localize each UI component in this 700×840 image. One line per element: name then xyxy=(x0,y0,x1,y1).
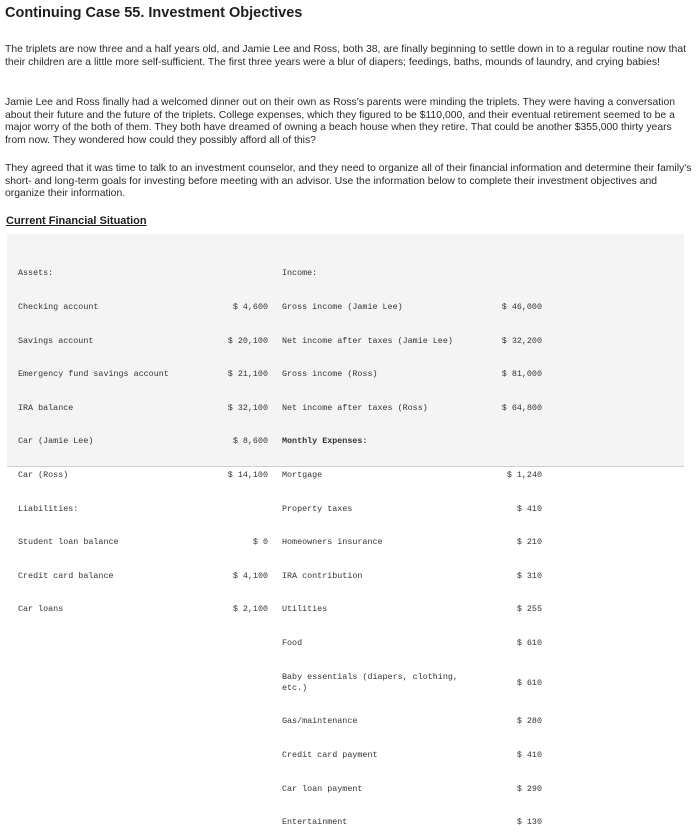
bottom-divider xyxy=(7,466,684,467)
liability-label: Car loans xyxy=(18,604,64,615)
spacer xyxy=(210,268,268,279)
expense-label: Food xyxy=(282,637,303,648)
expense-value: $ 310 xyxy=(516,570,542,581)
income-heading: Income: xyxy=(282,268,318,279)
asset-value: $ 20,100 xyxy=(227,335,268,346)
income-value: $ 46,000 xyxy=(501,302,542,312)
paragraph-goals: Jamie Lee and Ross finally had a welcomed dinner out on their own as Ross's parents were minding the triplets. They were having a conversation about their future and the future of the triplets. College expenses, which they figured to be $110,000, and their eventual retirement seemed to be a major worry of the both of them. They both have dreamed of owning a beach house when they retire. That could be another $355,000 thirty years from now. They wondered how could they possibly afford all of this? xyxy=(5,97,676,146)
liability-label: Credit card balance xyxy=(18,570,114,581)
expense-value: $ 610 xyxy=(516,677,542,688)
liability-value: $ 0 xyxy=(252,537,268,548)
income-expenses-values xyxy=(480,246,542,840)
expense-value: $ 255 xyxy=(516,604,542,615)
expense-value: $ 290 xyxy=(516,783,542,794)
liability-value: $ 2,100 xyxy=(232,604,268,615)
expense-label: Mortgage xyxy=(282,469,323,480)
expense-label: Car loan payment xyxy=(282,783,363,794)
income-expenses-labels xyxy=(282,246,458,840)
income-label: Net income after taxes (Jamie Lee) xyxy=(282,335,453,346)
asset-label: Savings account xyxy=(18,335,94,346)
asset-label: Checking account xyxy=(18,302,99,312)
liabilities-heading: Liabilities: xyxy=(18,503,79,514)
asset-value: $ 14,100 xyxy=(227,469,268,480)
asset-label: Car (Ross) xyxy=(18,469,69,480)
asset-value: $ 8,600 xyxy=(232,436,268,447)
expense-label: Gas/maintenance xyxy=(282,716,358,727)
expense-value: $ 410 xyxy=(516,503,542,514)
expenses-heading: Monthly Expenses: xyxy=(282,436,368,447)
assets-liabilities-labels xyxy=(18,246,169,627)
asset-value: $ 21,100 xyxy=(227,369,268,380)
paragraph-instructions: They agreed that it was time to talk to an investment counselor, and they need to organize all of their financial information and determine their family's short- and long-term goals for investing before meeting with an advisor. Use the information below to complete their investment objectives and organize their information. xyxy=(5,163,692,200)
asset-label: Emergency fund savings account xyxy=(18,369,169,380)
expense-label: Utilities xyxy=(282,604,328,615)
income-value: $ 81,000 xyxy=(501,369,542,380)
income-value: $ 64,800 xyxy=(501,402,542,413)
spacer xyxy=(480,436,542,447)
expense-label: Homeowners insurance xyxy=(282,537,383,548)
expense-value: $ 280 xyxy=(516,716,542,727)
expense-value: $ 210 xyxy=(516,537,542,548)
asset-value: $ 32,100 xyxy=(227,402,268,413)
expense-value: $ 130 xyxy=(516,817,542,828)
income-label: Gross income (Ross) xyxy=(282,369,378,380)
expense-value: $ 610 xyxy=(516,637,542,648)
expense-value: $ 1,240 xyxy=(506,469,542,480)
expense-label: Property taxes xyxy=(282,503,353,514)
spacer xyxy=(480,268,542,279)
income-label: Net income after taxes (Ross) xyxy=(282,402,428,413)
spacer xyxy=(210,504,268,515)
section-heading: Current Financial Situation xyxy=(6,215,147,227)
asset-label: IRA balance xyxy=(18,402,74,413)
liability-label: Student loan balance xyxy=(18,537,119,548)
income-value: $ 32,200 xyxy=(501,335,542,346)
expense-label: Baby essentials (diapers, clothing, etc.) xyxy=(282,671,458,693)
expense-label: Entertainment xyxy=(282,817,348,828)
income-label: Gross income (Jamie Lee) xyxy=(282,302,403,312)
assets-liabilities-values xyxy=(210,246,268,627)
expense-value: $ 410 xyxy=(516,749,542,760)
paragraph-intro: The triplets are now three and a half years old, and Jamie Lee and Ross, both 38, are finally beginning to settle down in to a regular routine now that their children are a little more self-sufficient. The first three years were a blur of diapers; feedings, baths, mounds of laundry, and crying babies! xyxy=(5,44,687,68)
liability-value: $ 4,100 xyxy=(232,570,268,581)
assets-heading: Assets: xyxy=(18,268,54,279)
expense-label: Credit card payment xyxy=(282,749,378,760)
case-title: Continuing Case 55. Investment Objectives xyxy=(5,5,303,21)
asset-value: $ 4,600 xyxy=(232,302,268,312)
asset-label: Car (Jamie Lee) xyxy=(18,436,94,447)
expense-label: IRA contribution xyxy=(282,570,363,581)
